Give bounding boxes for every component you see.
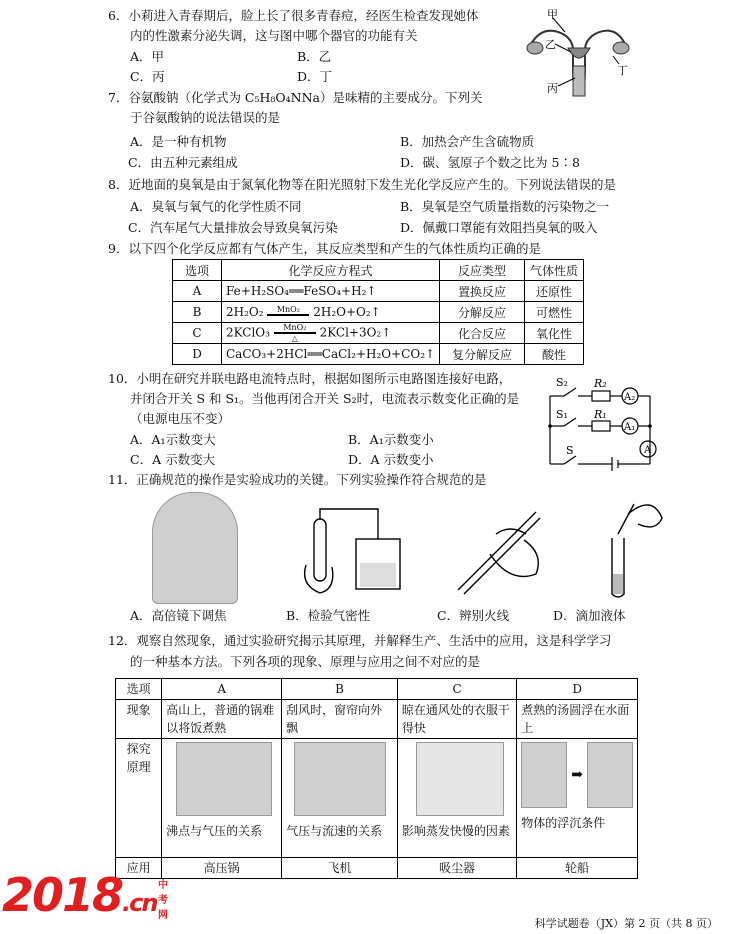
q9-row-c-option: C bbox=[173, 323, 222, 344]
q12-phenomenon-label: 现象 bbox=[116, 700, 162, 739]
arrow-right-icon: ➡ bbox=[571, 767, 583, 783]
q10-stem-1: 10．小明在研究并联电路电流特点时，根据如图所示电路图连接好电路， bbox=[108, 371, 512, 386]
q8-option-d: D．佩戴口罩能有效阻挡臭氧的吸入 bbox=[400, 220, 598, 235]
q7-option-b: B．加热会产生含硫物质 bbox=[400, 134, 535, 149]
q7-option-d: D．碳、氢原子个数之比为 5∶8 bbox=[400, 155, 580, 170]
q12-application-d: 轮船 bbox=[517, 858, 638, 879]
q12-principle-label bbox=[116, 739, 162, 858]
q7-option-a: A．是一种有机物 bbox=[130, 134, 227, 149]
q10-option-d: D．A 示数变小 bbox=[348, 452, 434, 467]
table-row bbox=[173, 323, 584, 344]
q10-option-c: C．A 示数变大 bbox=[130, 452, 216, 467]
q10-option-a: A．A₁示数变大 bbox=[130, 432, 216, 447]
q11-option-a: A．高倍镜下调焦 bbox=[130, 608, 227, 623]
q9-row-c-reactants: 2KClO₃ bbox=[226, 325, 270, 340]
circuit-label-a2: A₂ bbox=[624, 392, 636, 403]
logo-suffix-text: .cn bbox=[122, 889, 157, 917]
q9-row-d-option: D bbox=[173, 344, 222, 365]
q9-row-a-equation: Fe+H₂SO₄══FeSO₄+H₂↑ bbox=[222, 281, 440, 302]
reproductive-system-figure bbox=[513, 4, 633, 100]
site-logo bbox=[2, 868, 168, 922]
q10-option-b: B．A₁示数变小 bbox=[348, 432, 434, 447]
q7-stem-2: 于谷氨酸钠的说法错误的是 bbox=[130, 110, 281, 125]
q12-principle-d bbox=[517, 739, 638, 858]
page-footer: 科学试题卷（JX）第 2 页（共 8 页） bbox=[534, 917, 718, 930]
table-row bbox=[116, 739, 638, 858]
dropper-figure bbox=[582, 494, 672, 604]
q9-row-c-type: 化合反应 bbox=[440, 323, 525, 344]
q9-stem: 9．以下四个化学反应都有气体产生，其反应类型和产生的气体性质均正确的是 bbox=[108, 241, 541, 256]
table-row bbox=[173, 281, 584, 302]
circuit-diagram bbox=[540, 372, 670, 476]
table-row bbox=[173, 302, 584, 323]
q9-row-b-option: B bbox=[173, 302, 222, 323]
q12-header-b: B bbox=[282, 679, 398, 700]
q12-principle-a bbox=[162, 739, 282, 858]
q9-row-b-equation bbox=[222, 302, 440, 323]
q9-header-equation: 化学反应方程式 bbox=[222, 260, 440, 281]
circuit-label-a1: A₁ bbox=[624, 422, 636, 433]
table-row bbox=[173, 344, 584, 365]
q6-option-d: D．丁 bbox=[297, 69, 333, 84]
q12-stem-1: 12．观察自然现象，通过实验研究揭示其原理，并解释生产、生活中的应用，这是科学学习 bbox=[108, 633, 612, 648]
test-pen-figure bbox=[440, 494, 550, 604]
q12-header-c: C bbox=[397, 679, 516, 700]
table-row bbox=[116, 700, 638, 739]
q10-stem-3: （电源电压不变） bbox=[130, 411, 231, 426]
q12-principle-c bbox=[397, 739, 516, 858]
logo-main-text: 2018 bbox=[2, 868, 123, 922]
q9-row-b-type: 分解反应 bbox=[440, 302, 525, 323]
q12-principle-d-text: 物体的浮沉条件 bbox=[521, 816, 606, 830]
fig-label-yi: 乙 bbox=[545, 38, 556, 51]
circuit-label-a: A bbox=[644, 445, 652, 456]
q9-header-type: 反应类型 bbox=[440, 260, 525, 281]
q9-row-c-property: 氧化性 bbox=[525, 323, 584, 344]
q11-option-c: C．辨别火线 bbox=[437, 608, 510, 623]
circuit-label-s: S bbox=[566, 444, 574, 457]
q12-application-c: 吸尘器 bbox=[397, 858, 516, 879]
q9-row-c-products: 2KCl+3O₂↑ bbox=[319, 325, 392, 340]
q6-stem-1: 6．小莉进入青春期后，脸上长了很多青春痘，经医生检查发现她体 bbox=[108, 8, 479, 23]
airtightness-figure bbox=[300, 505, 410, 600]
q9-header-option: 选项 bbox=[173, 260, 222, 281]
q8-option-b: B．臭氧是空气质量指数的污染物之一 bbox=[400, 199, 610, 214]
q9-table bbox=[172, 259, 584, 365]
q10-stem-2: 并闭合开关 S 和 S₁。当他再闭合开关 S₂时，电流表示数变化正确的是 bbox=[130, 391, 520, 406]
q12-principle-b-text: 气压与流速的关系 bbox=[286, 824, 383, 838]
fig-label-bing: 丙 bbox=[547, 82, 558, 95]
evaporation-figure bbox=[416, 742, 504, 816]
boiling-photo bbox=[176, 742, 272, 816]
fig-label-ding: 丁 bbox=[617, 64, 628, 77]
table-row bbox=[116, 858, 638, 879]
q12-principle-c-text: 影响蒸发快慢的因素 bbox=[401, 824, 510, 838]
q12-header-option: 选项 bbox=[116, 679, 162, 700]
q9-row-a-option: A bbox=[173, 281, 222, 302]
q12-application-label: 应用 bbox=[116, 858, 162, 879]
q12-phenomenon-d: 煮熟的汤圆浮在水面上 bbox=[517, 700, 638, 739]
dumpling-float-photo bbox=[587, 742, 633, 808]
fig-label-jia: 甲 bbox=[547, 8, 558, 21]
dumpling-sink-photo bbox=[521, 742, 567, 808]
q6-option-a: A．甲 bbox=[130, 49, 165, 64]
circuit-label-r2: R₂ bbox=[594, 377, 607, 390]
q9-row-d-type: 复分解反应 bbox=[440, 344, 525, 365]
q11-stem: 11．正确规范的操作是实验成功的关键。下列实验操作符合规范的是 bbox=[108, 472, 487, 487]
q9-row-b-products: 2H₂O+O₂↑ bbox=[313, 304, 381, 319]
q12-principle-label-2: 原理 bbox=[126, 760, 151, 774]
q9-row-a-type: 置换反应 bbox=[440, 281, 525, 302]
microscope-photo bbox=[152, 492, 238, 604]
q8-option-a: A．臭氧与氧气的化学性质不同 bbox=[130, 199, 302, 214]
q7-stem-1: 7．谷氨酸钠（化学式为 C₅H₈O₄NNa）是味精的主要成分。下列关 bbox=[108, 90, 483, 105]
q12-principle-b bbox=[282, 739, 398, 858]
q9-row-d-equation: CaCO₃+2HCl══CaCl₂+H₂O+CO₂↑ bbox=[222, 344, 440, 365]
q12-table bbox=[115, 678, 638, 879]
q12-phenomenon-a: 高山上，普通的锅难以将饭煮熟 bbox=[162, 700, 282, 739]
q12-phenomenon-b: 刮风时，窗帘向外飘 bbox=[282, 700, 398, 739]
q9-row-a-property: 还原性 bbox=[525, 281, 584, 302]
q9-row-d-property: 酸性 bbox=[525, 344, 584, 365]
q9-row-b-reactants: 2H₂O₂ bbox=[226, 304, 264, 319]
circuit-label-s1: S₁ bbox=[556, 408, 568, 421]
q6-stem-2: 内的性激素分泌失调，这与图中哪个器官的功能有关 bbox=[130, 28, 418, 43]
q9-row-c-condition: MnO₂ bbox=[283, 323, 307, 332]
q12-header-d: D bbox=[517, 679, 638, 700]
q7-option-c: C．由五种元素组成 bbox=[128, 155, 238, 170]
q12-application-b: 飞机 bbox=[282, 858, 398, 879]
q8-option-c: C．汽车尾气大量排放会导致臭氧污染 bbox=[128, 220, 338, 235]
q12-phenomenon-c: 晾在通风处的衣服干得快 bbox=[397, 700, 516, 739]
q6-option-c: C．丙 bbox=[130, 69, 165, 84]
q6-option-b: B．乙 bbox=[297, 49, 332, 64]
q8-stem: 8．近地面的臭氧是由于氮氧化物等在阳光照射下发生光化学反应产生的。下列说法错误的是 bbox=[108, 177, 616, 192]
circuit-label-r1: R₁ bbox=[594, 408, 607, 421]
logo-small-text: 中考网 bbox=[158, 880, 168, 921]
q12-header-a: A bbox=[162, 679, 282, 700]
q9-row-c-equation bbox=[222, 323, 440, 344]
q9-header-property: 气体性质 bbox=[525, 260, 584, 281]
q12-principle-a-text: 沸点与气压的关系 bbox=[166, 824, 263, 838]
q9-row-c-condition-heat: △ bbox=[291, 334, 298, 343]
q11-option-d: D．滴加液体 bbox=[553, 608, 626, 623]
circuit-label-s2: S₂ bbox=[556, 376, 568, 389]
q9-row-b-condition: MnO₂ bbox=[276, 305, 300, 315]
q9-row-b-property: 可燃性 bbox=[525, 302, 584, 323]
airflow-photo bbox=[294, 742, 386, 816]
q12-principle-label-1: 探究 bbox=[126, 742, 151, 756]
q12-application-a: 高压锅 bbox=[162, 858, 282, 879]
q11-option-b: B．检验气密性 bbox=[286, 608, 371, 623]
q12-stem-2: 的一种基本方法。下列各项的现象、原理与应用之间不对应的是 bbox=[130, 654, 481, 669]
